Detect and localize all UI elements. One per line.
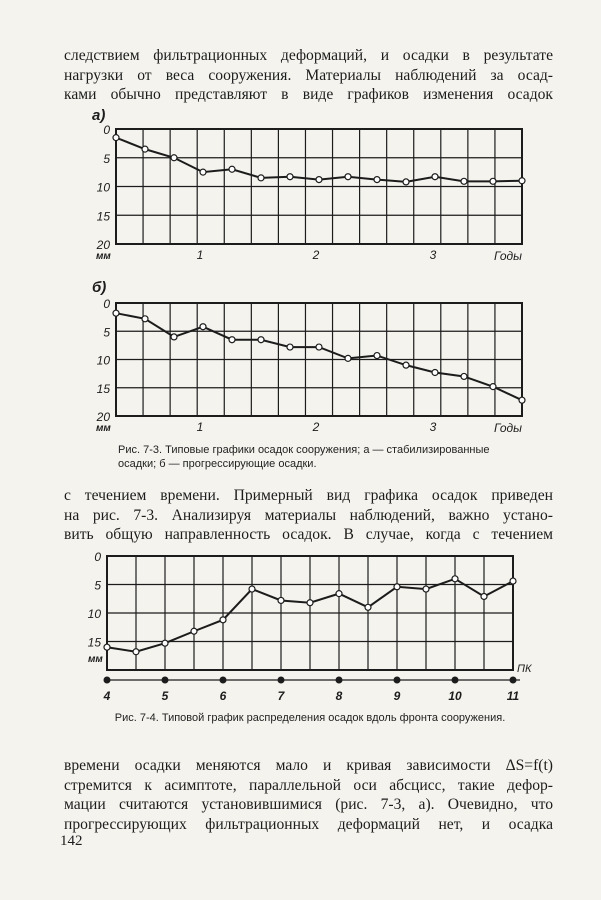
- y-tick-label: 15: [96, 209, 110, 224]
- x-tick-label: 3: [429, 420, 437, 434]
- y-tick-label: 0: [103, 123, 110, 137]
- y-tick-label: 20: [96, 238, 110, 252]
- y-tick-label: 0: [94, 550, 101, 564]
- text-line: стремится к асимптоте, параллельной оси абсцисс, такие дефор-: [64, 776, 553, 794]
- x-axis-title: ПК: [517, 663, 532, 675]
- x-tick-label: 1: [196, 420, 204, 434]
- data-point: [336, 591, 342, 597]
- y-tick-label: 20: [96, 410, 110, 424]
- data-point: [510, 578, 516, 584]
- text-line: ками обычно представляют в виде графиков изменения осадок: [64, 86, 553, 103]
- data-point: [191, 628, 197, 634]
- panel-label-b: б): [92, 279, 107, 296]
- x-tick-label: 2: [312, 248, 320, 262]
- data-point: [104, 644, 110, 650]
- pk-label: 10: [448, 689, 462, 703]
- data-point: [365, 604, 371, 610]
- chart-c: [88, 550, 532, 703]
- pk-label: 8: [335, 689, 343, 703]
- pk-label: 4: [103, 689, 111, 703]
- pk-marker: [278, 677, 285, 684]
- y-tick-label: 5: [94, 578, 101, 593]
- pk-marker: [336, 677, 343, 684]
- data-point: [133, 649, 139, 655]
- pk-label: 7: [277, 689, 285, 703]
- page-number: 142: [60, 833, 83, 849]
- x-axis-title: Годы: [494, 421, 522, 435]
- y-tick-label: 0: [103, 297, 110, 311]
- pk-label: 9: [393, 689, 401, 703]
- pk-marker: [510, 677, 517, 684]
- text-line: вить общую направленность осадок. В случае, когда с течением: [64, 526, 553, 543]
- y-unit-label: мм: [88, 654, 103, 665]
- figure-7-4-caption: Рис. 7-4. Типовой график распределения осадок вдоль фронта сооружения.: [114, 712, 506, 724]
- pk-marker: [452, 677, 459, 684]
- text-line: следствием фильтрационных деформаций, и осадки в результате: [64, 47, 553, 64]
- y-tick-label: 10: [96, 353, 110, 368]
- y-tick-label: 15: [87, 635, 101, 650]
- pk-marker: [104, 677, 111, 684]
- pk-marker: [220, 677, 227, 684]
- data-point: [307, 600, 313, 606]
- figure-7-3-caption: Рис. 7-3. Типовые графики осадок сооружения; а — стабилизированные осадки; б — прогрессирующие осадки.: [118, 444, 490, 470]
- y-tick-label: 15: [96, 381, 110, 396]
- pk-label: 11: [506, 689, 520, 703]
- text-line: мации считаются установившимися (рис. 7-3, а). Очевидно, что: [64, 796, 553, 813]
- x-tick-label: 1: [196, 248, 204, 262]
- text-line: на рис. 7-3. Анализируя материалы наблюдений, важно устано-: [64, 506, 553, 524]
- x-axis-title: Годы: [494, 249, 522, 263]
- panel-label-a: а): [92, 107, 106, 124]
- data-point: [423, 586, 429, 592]
- data-point: [394, 584, 400, 590]
- pk-label: 5: [161, 689, 169, 703]
- y-unit-label: мм: [96, 251, 111, 262]
- text-line: времени осадки меняются мало и кривая зависимости ΔS=f(t): [64, 757, 553, 774]
- text-line: прогрессирующих фильтрационных деформаций нет, и осадка: [64, 815, 553, 833]
- x-tick-label: 3: [429, 248, 437, 262]
- data-point: [220, 617, 226, 623]
- data-point: [249, 586, 255, 592]
- data-point: [452, 576, 458, 582]
- y-tick-label: 5: [103, 151, 110, 166]
- x-tick-label: 2: [312, 420, 320, 434]
- data-point: [278, 597, 284, 603]
- pk-label: 6: [219, 689, 227, 703]
- text-line: с течением времени. Примерный вид графика осадок приведен: [64, 487, 553, 504]
- y-tick-label: 10: [96, 180, 110, 195]
- data-point: [162, 640, 168, 646]
- data-point: [481, 593, 487, 599]
- y-tick-label: 10: [87, 607, 101, 621]
- paragraph-3: [64, 756, 553, 834]
- text-line: нагрузки от веса сооружения. Материалы наблюдений за осад-: [64, 66, 553, 84]
- y-unit-label: мм: [96, 423, 111, 434]
- pk-marker: [394, 677, 401, 684]
- y-tick-label: 5: [103, 325, 110, 340]
- pk-marker: [162, 677, 169, 684]
